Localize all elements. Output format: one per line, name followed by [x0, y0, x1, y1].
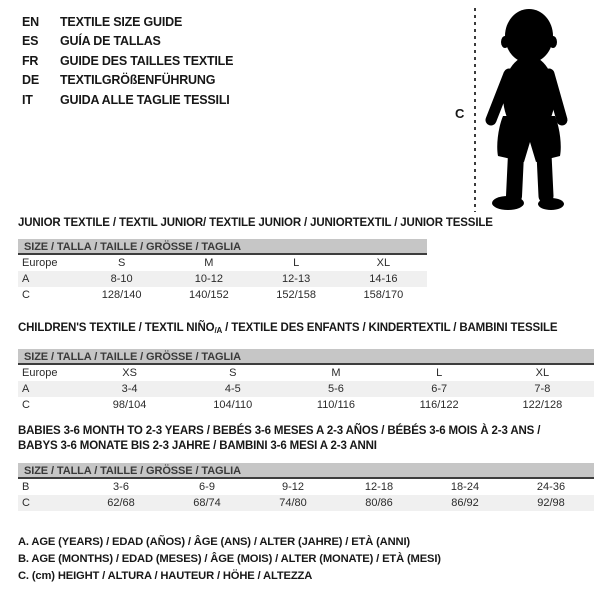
- title-line-2: BABYS 3-6 MONATE BIS 2-3 JAHRE / BAMBINI 3-6 MESI A 2-3 ANNI: [18, 440, 377, 452]
- cell-value: 140/152: [188, 289, 229, 301]
- cell-value: 7-8: [534, 383, 551, 395]
- cell-value: 8-10: [110, 273, 133, 285]
- col-header-size: S: [229, 367, 237, 379]
- title-subscript: /A: [214, 326, 223, 335]
- col-header-size: XS: [122, 367, 137, 379]
- cell-value: 62/68: [107, 497, 135, 509]
- cell-value: 116/122: [419, 399, 459, 411]
- cell-value: 98/104: [112, 399, 147, 411]
- cell-value: 12-13: [282, 273, 311, 285]
- size-header-bar: SIZE / TALLA / TAILLE / GRÖSSE / TAGLIA: [18, 349, 594, 365]
- legend-line-b: B. AGE (MONTHS) / EDAD (MESES) / ÂGE (MOIS) / ALTER (MONATE) / ETÀ (MESI): [18, 552, 441, 565]
- cell-value: 18-24: [450, 481, 480, 493]
- cell-value: 3-4: [121, 383, 138, 395]
- babies-size-table: [18, 479, 594, 511]
- table-header-row: [18, 255, 427, 271]
- measurement-legend: [18, 534, 441, 584]
- cell-value: 128/140: [101, 289, 142, 301]
- legend-line-a: A. AGE (YEARS) / EDAD (AÑOS) / ÂGE (ANS) / ALTER (JAHRE) / ETÀ (ANNI): [18, 536, 410, 548]
- cell-value: 6-9: [199, 481, 215, 493]
- title-text: / TEXTILE DES ENFANTS / KINDERTEXTIL / BAMBINI TESSILE: [222, 322, 558, 334]
- legend-line-c: C. (cm) HEIGHT / ALTURA / HAUTEUR / HÖHE / ALTEZZA: [18, 569, 313, 582]
- cell-value: 158/170: [363, 289, 404, 301]
- row-label: A: [22, 383, 30, 395]
- size-header-bar: SIZE / TALLA / TAILLE / GRÖSSE / TAGLIA: [18, 239, 427, 255]
- cell-value: 152/158: [276, 289, 316, 301]
- size-header-bar: SIZE / TALLA / TAILLE / GRÖSSE / TAGLIA: [18, 463, 594, 479]
- guide-title: GUIDA ALLE TAGLIE TESSILI: [60, 92, 230, 107]
- cell-value: 68/74: [193, 497, 221, 509]
- cell-value: 3-6: [113, 481, 129, 493]
- cell-value: 80/86: [365, 497, 393, 509]
- col-header-size: S: [117, 257, 126, 269]
- cell-value: 104/110: [213, 399, 253, 411]
- title-text: CHILDREN'S TEXTILE / TEXTIL NIÑO: [18, 322, 215, 334]
- cell-value: 24-36: [536, 481, 566, 493]
- children-size-table: [18, 365, 594, 413]
- row-label: C: [22, 289, 30, 301]
- lang-row-fr: [22, 52, 233, 71]
- cell-value: 6-7: [431, 383, 448, 395]
- lang-row-en: [22, 13, 233, 32]
- section-title-babies: [18, 424, 594, 454]
- guide-title: GUIDE DES TAILLES TEXTILE: [60, 53, 234, 68]
- cell-value: 10-12: [194, 273, 223, 285]
- lang-row-it: [22, 91, 233, 110]
- junior-textile-section: [18, 217, 493, 303]
- section-title-children: [18, 322, 594, 337]
- table-row: [18, 479, 594, 495]
- height-measure-dotted-line: [474, 8, 476, 212]
- col-header-size: L: [436, 367, 443, 379]
- guide-title: TEXTILE SIZE GUIDE: [60, 15, 183, 29]
- row-label: C: [22, 399, 30, 411]
- table-row: [18, 381, 594, 397]
- col-header-europe: Europe: [22, 367, 58, 379]
- toddler-silhouette-icon: [482, 6, 578, 214]
- table-header-row: [18, 365, 594, 381]
- row-label: A: [22, 273, 30, 285]
- col-header-size: L: [293, 257, 300, 269]
- row-label: C: [22, 497, 30, 509]
- col-header-europe: Europe: [22, 257, 58, 269]
- cell-value: 92/98: [537, 497, 565, 509]
- guide-title: TEXTILGRÖßENFÜHRUNG: [60, 73, 216, 88]
- cell-value: 122/128: [522, 399, 563, 411]
- table-row: [18, 495, 594, 511]
- language-code: EN: [22, 15, 39, 29]
- col-header-size: M: [204, 257, 214, 269]
- cell-value: 86/92: [451, 497, 479, 509]
- language-title-list: [22, 13, 233, 110]
- children-textile-section: [18, 322, 594, 413]
- col-header-size: M: [331, 367, 341, 379]
- table-row: [18, 271, 427, 287]
- language-code: DE: [22, 73, 39, 88]
- cell-value: 5-6: [328, 383, 344, 395]
- table-row: [18, 287, 427, 303]
- title-line-1: BABIES 3-6 MONTH TO 2-3 YEARS / BEBÉS 3-6 MESES A 2-3 AÑOS / BÉBÉS 3-6 MOIS À 2-3 ANS /: [18, 425, 541, 437]
- cell-value: 110/116: [316, 399, 356, 411]
- language-code: IT: [22, 92, 33, 107]
- cell-value: 12-18: [364, 481, 394, 493]
- col-header-size: XL: [535, 367, 550, 379]
- height-marker-label: C: [455, 106, 465, 121]
- lang-row-de: [22, 71, 233, 90]
- row-label: B: [22, 481, 30, 493]
- babies-textile-section: [18, 424, 594, 511]
- col-header-size: XL: [376, 257, 391, 269]
- cell-value: 14-16: [369, 273, 398, 285]
- language-code: ES: [22, 34, 39, 49]
- cell-value: 4-5: [224, 383, 241, 395]
- cell-value: 74/80: [279, 497, 307, 509]
- cell-value: 9-12: [281, 481, 305, 493]
- lang-row-es: [22, 32, 233, 51]
- junior-size-table: [18, 255, 427, 303]
- language-code: FR: [22, 53, 39, 68]
- table-row: [18, 397, 594, 413]
- section-title-junior: JUNIOR TEXTILE / TEXTIL JUNIOR/ TEXTILE JUNIOR / JUNIORTEXTIL / JUNIOR TESSILE: [18, 217, 493, 229]
- guide-title: GUÍA DE TALLAS: [60, 34, 161, 49]
